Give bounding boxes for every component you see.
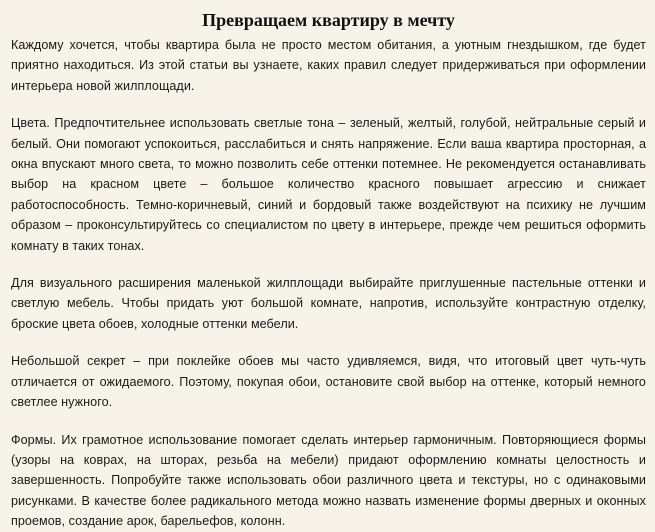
paragraph-small-space: Для визуального расширения маленькой жилплощади выбирайте приглушенные пастельные оттенки и светлую мебель. Чтобы придать уют большой комнате, напротив, используйте контрастную отделку, броские цвета обоев, холодные оттенки мебели. (11, 276, 646, 331)
paragraph-intro: Каждому хочется, чтобы квартира была не просто местом обитания, а уютным гнездышком, где будет приятно находиться. Из этой статьи вы узнаете, каких правил следует придерживаться при оформлении интерьера новой жилплощади. (11, 38, 646, 93)
paragraph-wallpaper-secret: Небольшой секрет – при поклейке обоев мы часто удивляемся, видя, что итоговый цвет чуть-чуть отличается от ожидаемого. Поэтому, покупая обои, остановите свой выбор на оттенке, который немного светлее нужного. (11, 354, 646, 410)
article-title: Превращаем квартиру в мечту (202, 10, 455, 30)
paragraph-forms: Формы. Их грамотное использование помогает сделать интерьер гармоничным. Повторяющиеся формы (узоры на коврах, на шторах, резьба на мебели) придают оформлению комнаты целостность и завершенность. Попробуйте также использовать обои различного цвета и текстуры, но с одинаковыми рисунками. В качестве более радикального метода можно назвать изменение формы дверных и оконных проемов, создание арок, барельефов, колонн. (11, 432, 646, 529)
paragraph-colors: Цвета. Предпочтительнее использовать светлые тона – зеленый, желтый, голубой, нейтральные серый и белый. Они помогают успокоиться, расслабиться и снять напряжение. Если ваша квартира просторная, а окна впускают много света, то можно позволить себе оттенки потемнее. Не рекомендуется останавливать выбор на красном цвете – большое количество красного повышает агрессию и снижает работоспособность. Темно-коричневый, синий и бордовый также воздействуют на психику не лучшим образом – проконсультируйтесь со специалистом по цвету в интерьере, прежде чем решиться оформить комнату в таких тонах. (11, 116, 646, 253)
